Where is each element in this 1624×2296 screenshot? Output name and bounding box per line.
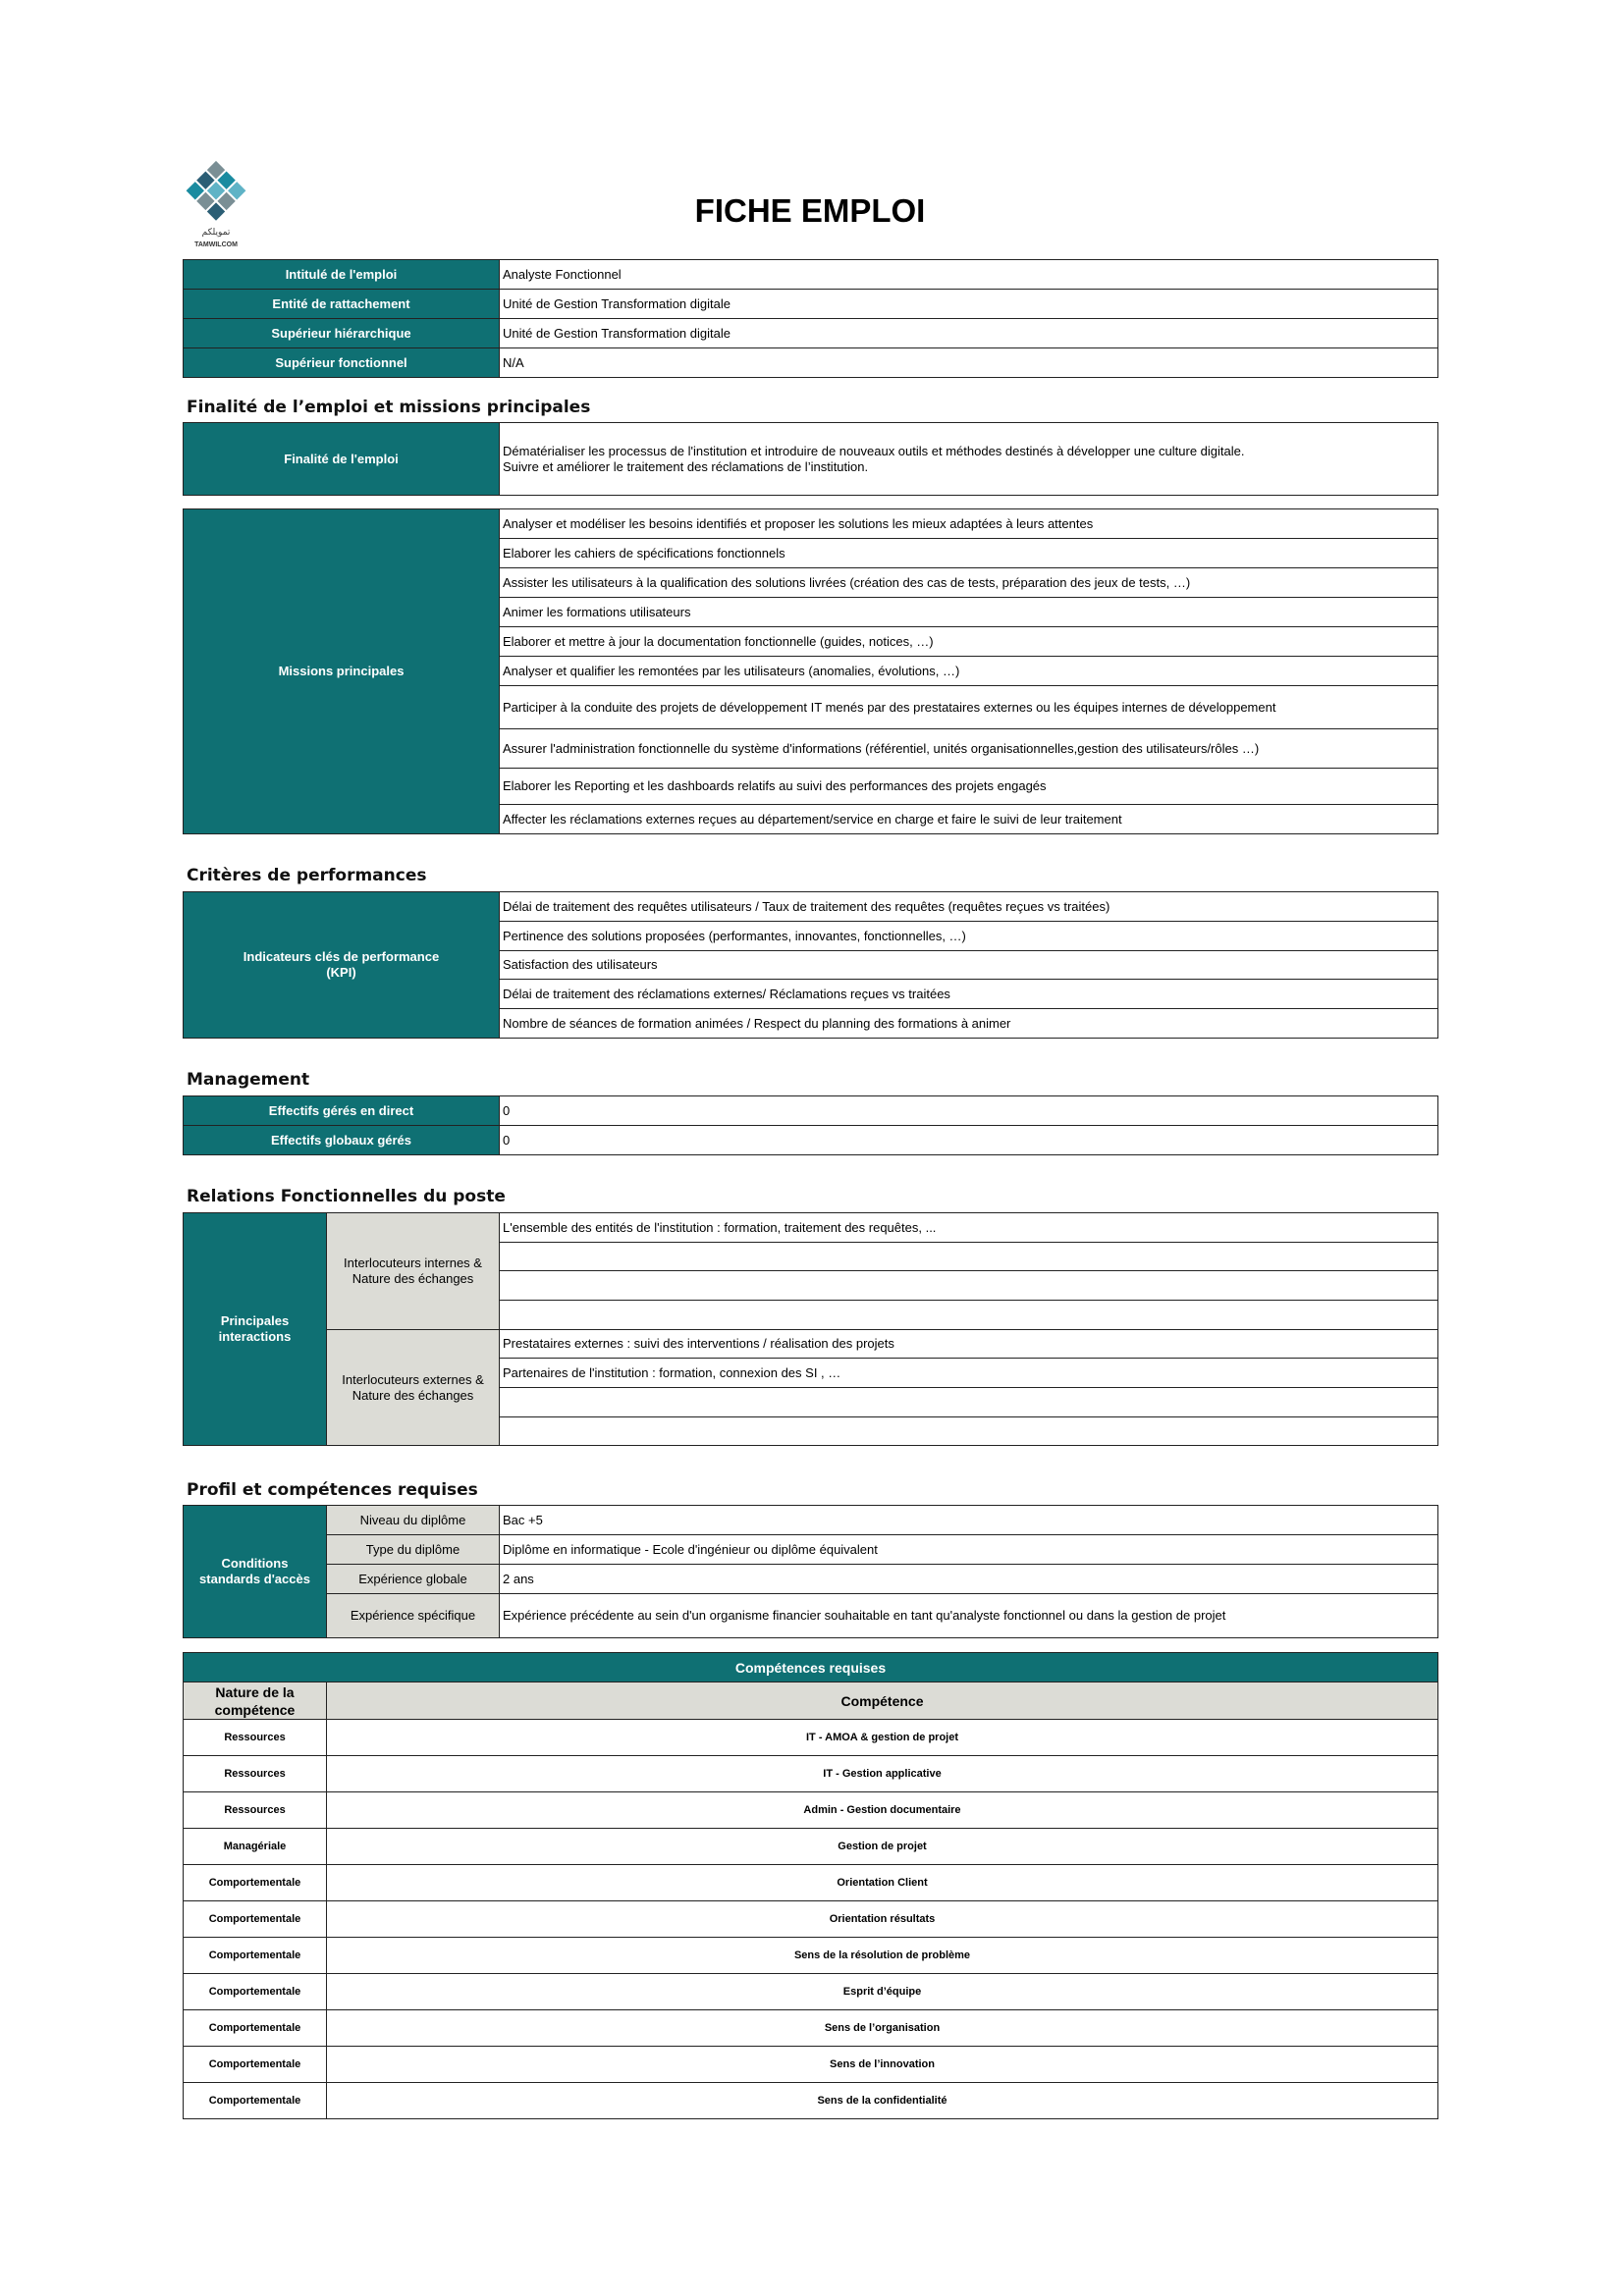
- page-title: FICHE EMPLOI: [694, 192, 926, 229]
- section-relations-heading: Relations Fonctionnelles du poste: [187, 1187, 506, 1206]
- conditions-label: [184, 1506, 327, 1638]
- relations-table: [183, 1212, 1438, 1446]
- externes-line-1: Interlocuteurs externes &: [342, 1371, 484, 1387]
- mission-item: Elaborer les Reporting et les dashboards relatifs au suivi des performances des projets engagés: [500, 769, 1438, 805]
- competence-name: IT - Gestion applicative: [327, 1756, 1438, 1792]
- externe-item: Partenaires de l'institution : formation, connexion des SI , …: [500, 1359, 1438, 1388]
- mission-item: Assurer l'administration fonctionnelle du système d'informations (référentiel, unités organisationnelles,gestion des utilisateurs/rôles …): [500, 729, 1438, 769]
- competence-name: Orientation résultats: [327, 1901, 1438, 1938]
- value-superieur-hierarchique: Unité de Gestion Transformation digitale: [500, 319, 1438, 348]
- competence-nature: Comportementale: [184, 1974, 327, 2010]
- profil-value: Expérience précédente au sein d'un organisme financier souhaitable en tant qu'analyste fonctionnel ou dans la gestion de projet: [500, 1594, 1438, 1638]
- competence-nature: Comportementale: [184, 2083, 327, 2119]
- col-nature-header: [184, 1682, 327, 1720]
- management-value: 0: [500, 1126, 1438, 1155]
- competence-name: Esprit d’équipe: [327, 1974, 1438, 2010]
- relations-main-label: [184, 1213, 327, 1446]
- profil-value: 2 ans: [500, 1565, 1438, 1594]
- label-entite: Entité de rattachement: [184, 290, 500, 319]
- value-entite: Unité de Gestion Transformation digitale: [500, 290, 1438, 319]
- section-profil-heading: Profil et compétences requises: [187, 1480, 478, 1500]
- profil-value: Diplôme en informatique - Ecole d'ingénieur ou diplôme équivalent: [500, 1535, 1438, 1565]
- logo-caption-lat: TAMWILCOM: [194, 241, 238, 248]
- section-criteres-heading: Critères de performances: [187, 866, 427, 885]
- label-superieur-fonctionnel: Supérieur fonctionnel: [184, 348, 500, 378]
- kpi-label: [184, 892, 500, 1039]
- competence-nature: Comportementale: [184, 2047, 327, 2083]
- profil-label: Niveau du diplôme: [327, 1506, 500, 1535]
- kpi-item: Nombre de séances de formation animées / Respect du planning des formations à animer: [500, 1009, 1438, 1039]
- management-label: Effectifs globaux gérés: [184, 1126, 500, 1155]
- finalite-line-2: Suivre et améliorer le traitement des réclamations de l’institution.: [503, 458, 869, 474]
- competences-title: Compétences requises: [184, 1653, 1438, 1682]
- label-superieur-hierarchique: Supérieur hiérarchique: [184, 319, 500, 348]
- kpi-label-line-1: Indicateurs clés de performance: [243, 949, 440, 964]
- kpi-item: Délai de traitement des requêtes utilisateurs / Taux de traitement des requêtes (requêtes reçues vs traitées): [500, 892, 1438, 922]
- mission-item: Animer les formations utilisateurs: [500, 598, 1438, 627]
- interne-item: [500, 1243, 1438, 1271]
- competence-nature: Comportementale: [184, 1865, 327, 1901]
- mission-item: Analyser et qualifier les remontées par les utilisateurs (anomalies, évolutions, …): [500, 657, 1438, 686]
- competence-name: Sens de l’innovation: [327, 2047, 1438, 2083]
- interne-item: L'ensemble des entités de l'institution : formation, traitement des requêtes, ...: [500, 1213, 1438, 1243]
- interne-item: [500, 1271, 1438, 1301]
- competence-name: Orientation Client: [327, 1865, 1438, 1901]
- finalite-label: Finalité de l'emploi: [184, 423, 500, 496]
- mission-item: Analyser et modéliser les besoins identifiés et proposer les solutions les mieux adaptées à leurs attentes: [500, 509, 1438, 539]
- kpi-item: Pertinence des solutions proposées (performantes, innovantes, fonctionnelles, …): [500, 922, 1438, 951]
- competence-nature: Managériale: [184, 1829, 327, 1865]
- mission-item: Affecter les réclamations externes reçues au département/service en charge et faire le suivi de leur traitement: [500, 805, 1438, 834]
- competence-nature: Comportementale: [184, 1938, 327, 1974]
- mission-item: Elaborer les cahiers de spécifications fonctionnels: [500, 539, 1438, 568]
- mission-item: Participer à la conduite des projets de développement IT menés par des prestataires externes ou les équipes internes de développement: [500, 686, 1438, 729]
- finalite-table: [183, 422, 1438, 496]
- conditions-line-2: standards d'accès: [199, 1572, 310, 1586]
- missions-table: [183, 508, 1438, 834]
- profil-table: [183, 1505, 1438, 1638]
- section-finalite-heading: Finalité de l’emploi et missions principales: [187, 398, 591, 417]
- value-intitule: Analyste Fonctionnel: [500, 260, 1438, 290]
- competence-nature: Comportementale: [184, 1901, 327, 1938]
- competences-table: [183, 1652, 1438, 2119]
- internes-line-1: Interlocuteurs internes &: [344, 1255, 482, 1270]
- profil-label: Expérience spécifique: [327, 1594, 500, 1638]
- management-table: [183, 1095, 1438, 1155]
- label-intitule: Intitulé de l'emploi: [184, 260, 500, 290]
- kpi-item: Satisfaction des utilisateurs: [500, 951, 1438, 980]
- identification-table: [183, 259, 1438, 378]
- kpi-table: [183, 891, 1438, 1039]
- kpi-label-line-2: (KPI): [326, 965, 356, 980]
- competence-name: Sens de la résolution de problème: [327, 1938, 1438, 1974]
- finalite-line-1: Dématérialiser les processus de l'institution et introduire de nouveaux outils et méthodes destinés à développer une culture digitale.: [503, 443, 1245, 458]
- logo-caption-ar: تمويلكم: [201, 228, 231, 238]
- internes-line-2: Nature des échanges: [352, 1271, 474, 1286]
- competence-name: IT - AMOA & gestion de projet: [327, 1720, 1438, 1756]
- competence-name: Gestion de projet: [327, 1829, 1438, 1865]
- col-nature-line-2: compétence: [214, 1701, 296, 1718]
- competence-name: Admin - Gestion documentaire: [327, 1792, 1438, 1829]
- externe-item: [500, 1388, 1438, 1417]
- relations-main-line-2: interactions: [218, 1329, 292, 1344]
- kpi-item: Délai de traitement des réclamations externes/ Réclamations reçues vs traitées: [500, 980, 1438, 1009]
- section-management-heading: Management: [187, 1070, 310, 1090]
- col-nature-line-1: Nature de la: [215, 1683, 295, 1700]
- profil-label: Type du diplôme: [327, 1535, 500, 1565]
- profil-value: Bac +5: [500, 1506, 1438, 1535]
- competence-nature: Ressources: [184, 1756, 327, 1792]
- value-superieur-fonctionnel: N/A: [500, 348, 1438, 378]
- mission-item: Assister les utilisateurs à la qualification des solutions livrées (création des cas de tests, préparation des jeux de tests, …): [500, 568, 1438, 598]
- interne-item: [500, 1301, 1438, 1330]
- externes-label: [327, 1330, 500, 1446]
- internes-label: [327, 1213, 500, 1330]
- finalite-value: [500, 423, 1438, 496]
- externe-item: [500, 1417, 1438, 1446]
- management-value: 0: [500, 1096, 1438, 1126]
- col-competence-header: Compétence: [327, 1682, 1438, 1720]
- company-logo: [183, 160, 249, 250]
- relations-main-line-1: Principales: [220, 1313, 290, 1328]
- mission-item: Elaborer et mettre à jour la documentation fonctionnelle (guides, notices, …): [500, 627, 1438, 657]
- competence-nature: Comportementale: [184, 2010, 327, 2047]
- competence-name: Sens de l’organisation: [327, 2010, 1438, 2047]
- missions-label: Missions principales: [184, 509, 500, 834]
- management-label: Effectifs gérés en direct: [184, 1096, 500, 1126]
- externe-item: Prestataires externes : suivi des interventions / réalisation des projets: [500, 1330, 1438, 1359]
- competence-nature: Ressources: [184, 1792, 327, 1829]
- conditions-line-1: Conditions: [221, 1556, 289, 1571]
- competence-name: Sens de la confidentialité: [327, 2083, 1438, 2119]
- profil-label: Expérience globale: [327, 1565, 500, 1594]
- externes-line-2: Nature des échanges: [352, 1387, 474, 1403]
- competence-nature: Ressources: [184, 1720, 327, 1756]
